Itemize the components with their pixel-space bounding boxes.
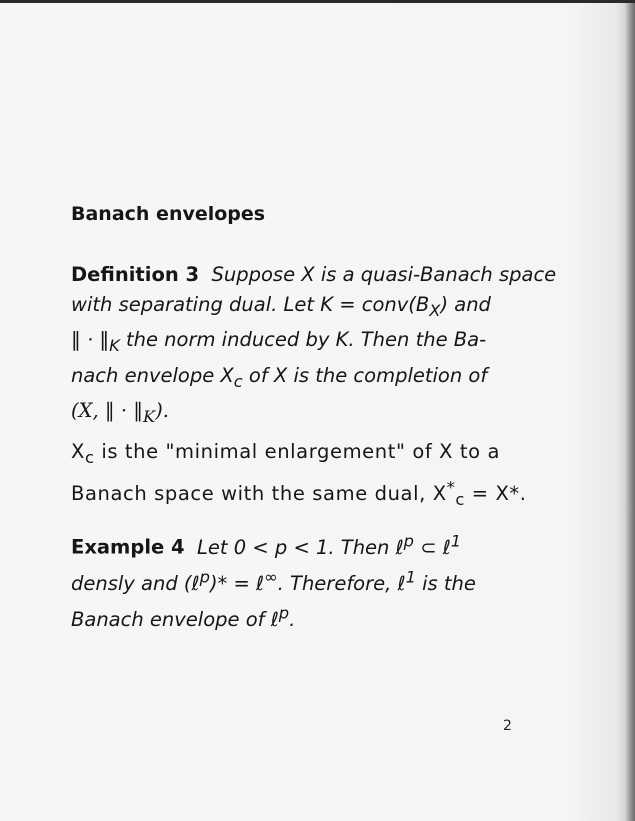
- example-line-3: Banach envelope of ℓ$^p$.: [71, 603, 296, 631]
- example-block: [71, 526, 571, 634]
- page-top-edge: [0, 0, 635, 3]
- section-heading: Banach envelopes: [71, 203, 266, 225]
- example-line-2: densly and (ℓ$^p$)* = ℓ∞. Therefore, ℓ$^1$ is the: [71, 567, 476, 595]
- remark-line-1: $X_c$ is the "minimal enlargement" of X to a: [71, 440, 501, 467]
- remark-block: [71, 437, 571, 514]
- remark-line-2: Banach space with the same dual, $X^*_c = X*$.: [71, 477, 527, 509]
- definition-label: Definition 3: [71, 263, 200, 286]
- definition-block: [71, 260, 571, 432]
- definition-line-4: nach envelope $X_c$ of X is the completion of: [71, 363, 488, 391]
- example-line-1: Let 0 < p < 1. Then ℓ$^p$ ⊂ ℓ$^1$: [197, 531, 462, 559]
- definition-line-5: (X, ‖ · $‖_K$).: [71, 399, 169, 426]
- definition-line-2: with separating dual. Let $K = conv(B_X)$ and: [71, 292, 491, 320]
- page-right-edge-shadow: [625, 0, 635, 821]
- example-label: Example 4: [71, 535, 185, 559]
- definition-line-3: ‖ · $‖_K$ the norm induced by K. Then the Ba-: [71, 328, 487, 355]
- definition-line-1: Suppose X is a quasi-Banach space: [211, 263, 557, 286]
- page-number: 2: [503, 718, 512, 734]
